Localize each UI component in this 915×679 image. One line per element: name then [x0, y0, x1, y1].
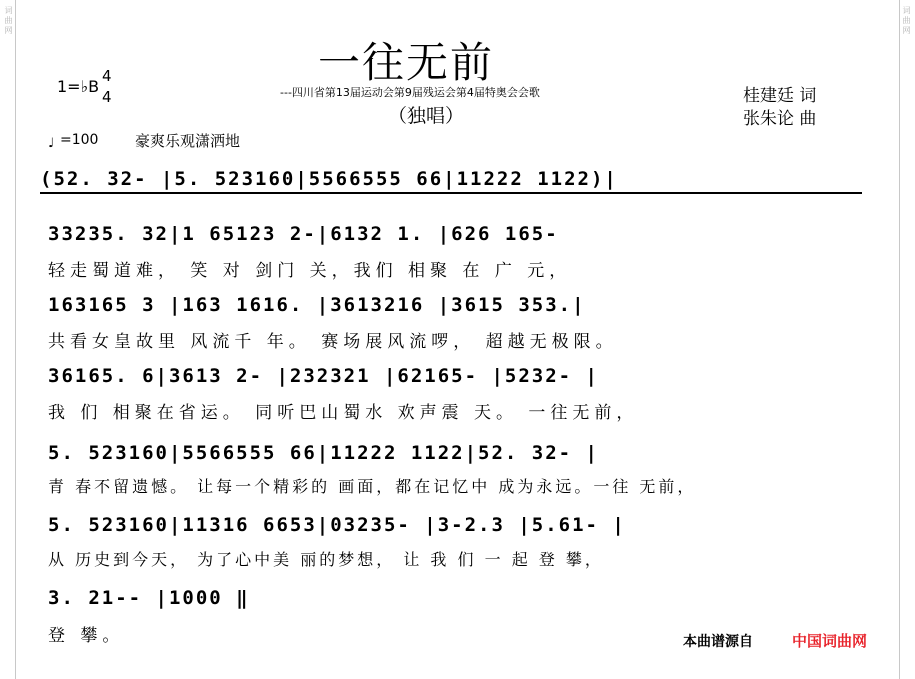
lyricist-credit: 桂建廷 词: [743, 86, 817, 106]
notation-row-3: 163165 3 |163 1616. |3613216 |3615 353.|: [48, 294, 586, 316]
tempo-marking: =100: [60, 132, 99, 148]
notation-row-4: 36165. 6|3613 2- |232321 |62165- |5232- |: [48, 365, 599, 387]
song-title: 一往无前: [318, 38, 495, 87]
left-watermark-strip: [2, 0, 16, 679]
notation-row-7: 3. 21-- |1000 ‖: [48, 587, 250, 609]
notation-row-6: 5. 523160|11316 6653|03235- |3-2.3 |5.61- |: [48, 514, 626, 536]
lyric-row-5: 青 春不留遗憾。 让每一个精彩的 画面，都在记忆中 成为永远。一往 无前，: [48, 477, 697, 496]
key-signature: 1=♭B: [57, 77, 100, 96]
watermark-right: 词曲网: [902, 6, 911, 35]
notation-row-2: 33235. 32|1 65123 2-|6132 1. |626 165-: [48, 223, 559, 245]
song-subtitle: ---四川省第13届运动会第9届残运会第4届特奥会会歌: [280, 86, 540, 99]
right-watermark-strip: [899, 0, 913, 679]
watermark-left: 词曲网: [4, 6, 13, 35]
source-site-link[interactable]: 中国词曲网: [792, 632, 868, 650]
time-signature-top: 4: [102, 67, 112, 85]
lyric-row-2: 轻走蜀道难， 笑 对 剑门 关，我们 相聚 在 广 元，: [48, 261, 572, 281]
lyric-row-6: 从 历史到今天， 为了心中美 丽的梦想， 让 我 们 一 起 登 攀，: [48, 550, 604, 569]
beam-row-1: [40, 192, 862, 194]
expression-marking: 豪爽乐观潇洒地: [135, 132, 241, 150]
performance-type: （独唱）: [388, 105, 465, 127]
notation-row-5: 5. 523160|5566555 66|11222 1122|52. 32- |: [48, 442, 599, 464]
lyric-row-3: 共看女皇故里 风流千 年。 赛场展风流啰， 超越无极限。: [48, 332, 618, 352]
time-signature-bottom: 4: [102, 88, 112, 106]
composer-credit: 张朱论 曲: [743, 109, 817, 129]
quarter-note-icon: ♩: [48, 136, 55, 151]
source-label: 本曲谱源自: [683, 634, 753, 650]
lyric-row-7: 登 攀。: [48, 626, 125, 646]
notation-row-1: (52. 32- |5. 523160|5566555 66|11222 1122)|: [40, 168, 618, 190]
lyric-row-4: 我 们 相聚在省运。 同听巴山蜀水 欢声震 天。 一往无前，: [48, 403, 639, 423]
